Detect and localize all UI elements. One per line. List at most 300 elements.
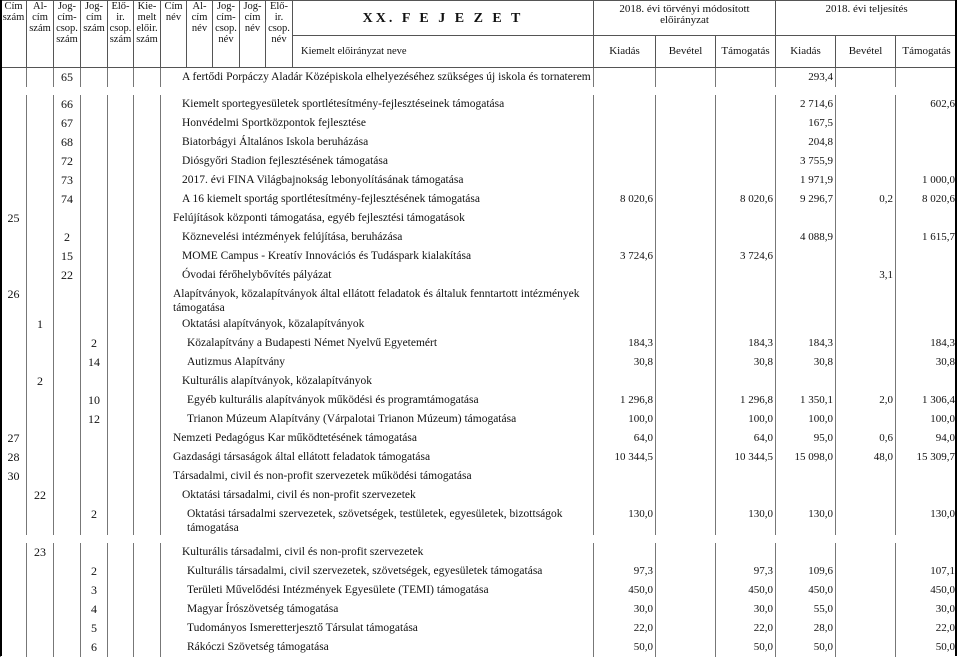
- plan-revenue: [656, 114, 716, 133]
- table-row: [1, 209, 957, 228]
- item-name: Magyar Írószövetség támogatása: [161, 600, 594, 619]
- table-row: [1, 600, 957, 619]
- plan-expenditure: [594, 114, 656, 133]
- alcim-number: [27, 410, 54, 429]
- plan-revenue: [656, 619, 716, 638]
- actual-support: 184,3: [896, 334, 957, 353]
- table-row: [1, 334, 957, 353]
- actual-support: [896, 467, 957, 486]
- item-name: Köznevelési intézmények felújítása, beruházása: [161, 228, 594, 247]
- page-break: [1, 87, 957, 95]
- header-tmogats-appropriation: Támogatás: [716, 36, 776, 68]
- jogcimcsop-number: [54, 448, 81, 467]
- empty-code-cell: [134, 486, 161, 505]
- empty-code-cell: [134, 209, 161, 228]
- alcim-number: 23: [27, 543, 54, 562]
- plan-revenue: [656, 486, 716, 505]
- plan-revenue: [656, 600, 716, 619]
- jogcim-number: 12: [81, 410, 108, 429]
- header-kiemelt-szam: Kie-melt előir. szám: [134, 1, 161, 68]
- plan-support: 10 344,5: [716, 448, 776, 467]
- empty-code-cell: [134, 505, 161, 535]
- jogcim-number: [81, 152, 108, 171]
- jogcim-number: 14: [81, 353, 108, 372]
- table-row: [1, 638, 957, 657]
- actual-revenue: 48,0: [836, 448, 896, 467]
- header-group-appropriation: 2018. évi törvényi módosított előirányzat: [594, 1, 776, 36]
- empty-code-cell: [134, 266, 161, 285]
- actual-revenue: [836, 619, 896, 638]
- plan-expenditure: 30,0: [594, 600, 656, 619]
- jogcim-number: [81, 228, 108, 247]
- item-name: A fertődi Porpáczy Aladár Középiskola elhelyezéséhez szükséges új iskola és tornaterem: [161, 68, 594, 87]
- plan-support: [716, 372, 776, 391]
- table-row: [1, 467, 957, 486]
- table-row: [1, 190, 957, 209]
- empty-code-cell: [108, 505, 134, 535]
- empty-code-cell: [108, 133, 134, 152]
- empty-code-cell: [134, 372, 161, 391]
- actual-revenue: [836, 410, 896, 429]
- actual-support: [896, 152, 957, 171]
- actual-support: [896, 266, 957, 285]
- plan-revenue: [656, 410, 716, 429]
- empty-code-cell: [134, 171, 161, 190]
- item-name: 2017. évi FINA Világbajnokság lebonyolításának támogatása: [161, 171, 594, 190]
- table-row: [1, 68, 957, 87]
- jogcimcsop-number: 22: [54, 266, 81, 285]
- header-jogcim-nev: Jog-cím név: [240, 1, 266, 68]
- cim-number: [1, 372, 27, 391]
- table-row: [1, 372, 957, 391]
- alcim-number: [27, 114, 54, 133]
- plan-expenditure: 184,3: [594, 334, 656, 353]
- empty-code-cell: [134, 562, 161, 581]
- plan-revenue: [656, 562, 716, 581]
- empty-code-cell: [134, 543, 161, 562]
- cim-number: 28: [1, 448, 27, 467]
- actual-expenditure: [776, 543, 836, 562]
- item-name: Autizmus Alapítvány: [161, 353, 594, 372]
- cim-number: [1, 638, 27, 657]
- empty-code-cell: [134, 95, 161, 114]
- jogcimcsop-number: [54, 285, 81, 315]
- jogcim-number: 5: [81, 619, 108, 638]
- table-row: [1, 285, 957, 315]
- empty-code-cell: [108, 429, 134, 448]
- alcim-number: 1: [27, 315, 54, 334]
- jogcimcsop-number: [54, 429, 81, 448]
- actual-support: 1 615,7: [896, 228, 957, 247]
- empty-code-cell: [108, 334, 134, 353]
- cim-number: [1, 95, 27, 114]
- plan-revenue: [656, 581, 716, 600]
- table-row: [1, 581, 957, 600]
- plan-expenditure: [594, 467, 656, 486]
- cim-number: [1, 562, 27, 581]
- actual-revenue: [836, 486, 896, 505]
- alcim-number: [27, 429, 54, 448]
- actual-expenditure: 55,0: [776, 600, 836, 619]
- actual-expenditure: 9 296,7: [776, 190, 836, 209]
- plan-support: 30,0: [716, 600, 776, 619]
- jogcim-number: [81, 171, 108, 190]
- actual-expenditure: 167,5: [776, 114, 836, 133]
- actual-support: [896, 209, 957, 228]
- jogcimcsop-number: [54, 209, 81, 228]
- jogcim-number: [81, 543, 108, 562]
- plan-revenue: [656, 372, 716, 391]
- jogcim-number: [81, 429, 108, 448]
- plan-revenue: [656, 315, 716, 334]
- table-row: [1, 315, 957, 334]
- jogcimcsop-number: 66: [54, 95, 81, 114]
- header-eloircsop-szam: Elő-ir. csop. szám: [108, 1, 134, 68]
- actual-expenditure: 4 088,9: [776, 228, 836, 247]
- plan-expenditure: 30,8: [594, 353, 656, 372]
- actual-expenditure: 28,0: [776, 619, 836, 638]
- item-name: Kulturális társadalmi, civil szervezetek, szövetségek, egyesületek támogatása: [161, 562, 594, 581]
- plan-support: [716, 266, 776, 285]
- actual-expenditure: [776, 372, 836, 391]
- jogcimcsop-number: [54, 372, 81, 391]
- alcim-number: 22: [27, 486, 54, 505]
- empty-code-cell: [134, 600, 161, 619]
- plan-support: [716, 68, 776, 87]
- actual-revenue: [836, 228, 896, 247]
- plan-revenue: [656, 95, 716, 114]
- actual-expenditure: [776, 315, 836, 334]
- actual-support: 602,6: [896, 95, 957, 114]
- header-alcim-szam: Al-cím szám: [27, 1, 54, 68]
- empty-code-cell: [134, 391, 161, 410]
- table-row: [1, 410, 957, 429]
- plan-support: 100,0: [716, 410, 776, 429]
- cim-number: [1, 619, 27, 638]
- actual-expenditure: 2 714,6: [776, 95, 836, 114]
- actual-revenue: [836, 543, 896, 562]
- empty-code-cell: [134, 152, 161, 171]
- actual-revenue: [836, 334, 896, 353]
- alcim-number: [27, 228, 54, 247]
- actual-expenditure: 1 350,1: [776, 391, 836, 410]
- plan-support: 50,0: [716, 638, 776, 657]
- alcim-number: [27, 505, 54, 535]
- jogcim-number: [81, 285, 108, 315]
- actual-revenue: [836, 95, 896, 114]
- actual-support: 30,0: [896, 600, 957, 619]
- jogcim-number: [81, 247, 108, 266]
- item-name: Oktatási társadalmi, civil és non-profit szervezetek: [161, 486, 594, 505]
- jogcimcsop-number: 68: [54, 133, 81, 152]
- empty-code-cell: [134, 315, 161, 334]
- table-row: [1, 228, 957, 247]
- actual-expenditure: [776, 209, 836, 228]
- item-name: Társadalmi, civil és non-profit szervezetek működési támogatása: [161, 467, 594, 486]
- jogcimcsop-number: [54, 638, 81, 657]
- table-row: [1, 619, 957, 638]
- header-jogcimcsop-nev: Jog-cím-csop. név: [213, 1, 240, 68]
- jogcim-number: [81, 133, 108, 152]
- jogcim-number: [81, 68, 108, 87]
- jogcimcsop-number: [54, 581, 81, 600]
- empty-code-cell: [134, 334, 161, 353]
- actual-support: [896, 315, 957, 334]
- cim-number: [1, 581, 27, 600]
- plan-support: [716, 209, 776, 228]
- plan-revenue: [656, 353, 716, 372]
- jogcimcsop-number: 74: [54, 190, 81, 209]
- actual-support: 50,0: [896, 638, 957, 657]
- header-group-performance: 2018. évi teljesítés: [776, 1, 957, 36]
- jogcimcsop-number: [54, 505, 81, 535]
- plan-support: [716, 228, 776, 247]
- cim-number: [1, 114, 27, 133]
- cim-number: 25: [1, 209, 27, 228]
- cim-number: [1, 353, 27, 372]
- actual-expenditure: 204,8: [776, 133, 836, 152]
- actual-expenditure: 130,0: [776, 505, 836, 535]
- empty-code-cell: [108, 68, 134, 87]
- plan-revenue: [656, 266, 716, 285]
- actual-support: 94,0: [896, 429, 957, 448]
- empty-code-cell: [108, 95, 134, 114]
- header-cim-szam: Cím szám: [1, 1, 27, 68]
- jogcim-number: 4: [81, 600, 108, 619]
- item-name: Tudományos Ismeretterjesztő Társulat támogatása: [161, 619, 594, 638]
- jogcim-number: [81, 372, 108, 391]
- cim-number: [1, 543, 27, 562]
- actual-support: [896, 372, 957, 391]
- actual-revenue: [836, 171, 896, 190]
- alcim-number: 2: [27, 372, 54, 391]
- item-name: Területi Művelődési Intézmények Egyesülete (TEMI) támogatása: [161, 581, 594, 600]
- table-row: [1, 429, 957, 448]
- empty-code-cell: [108, 581, 134, 600]
- plan-revenue: [656, 247, 716, 266]
- plan-expenditure: [594, 171, 656, 190]
- actual-expenditure: 109,6: [776, 562, 836, 581]
- plan-support: 3 724,6: [716, 247, 776, 266]
- table-row: [1, 152, 957, 171]
- table-row: [1, 543, 957, 562]
- actual-expenditure: [776, 266, 836, 285]
- plan-support: 22,0: [716, 619, 776, 638]
- actual-revenue: [836, 581, 896, 600]
- left-border: [0, 0, 2, 656]
- empty-code-cell: [108, 247, 134, 266]
- cim-number: [1, 266, 27, 285]
- alcim-number: [27, 190, 54, 209]
- item-name: Trianon Múzeum Alapítvány (Várpalotai Trianon Múzeum) támogatása: [161, 410, 594, 429]
- actual-revenue: [836, 600, 896, 619]
- actual-support: 15 309,7: [896, 448, 957, 467]
- empty-code-cell: [108, 600, 134, 619]
- actual-support: [896, 543, 957, 562]
- alcim-number: [27, 638, 54, 657]
- jogcimcsop-number: [54, 353, 81, 372]
- actual-support: [896, 247, 957, 266]
- header-tmogats-performance: Támogatás: [896, 36, 957, 68]
- actual-expenditure: 100,0: [776, 410, 836, 429]
- jogcimcsop-number: [54, 334, 81, 353]
- jogcimcsop-number: 72: [54, 152, 81, 171]
- actual-revenue: [836, 247, 896, 266]
- jogcim-number: [81, 190, 108, 209]
- plan-expenditure: [594, 543, 656, 562]
- empty-code-cell: [108, 228, 134, 247]
- plan-revenue: [656, 152, 716, 171]
- jogcimcsop-number: [54, 410, 81, 429]
- table-row: [1, 133, 957, 152]
- table-row: [1, 562, 957, 581]
- plan-support: [716, 171, 776, 190]
- jogcim-number: 6: [81, 638, 108, 657]
- jogcim-number: [81, 95, 108, 114]
- plan-support: 30,8: [716, 353, 776, 372]
- alcim-number: [27, 133, 54, 152]
- empty-code-cell: [134, 68, 161, 87]
- empty-code-cell: [108, 391, 134, 410]
- plan-revenue: [656, 133, 716, 152]
- plan-expenditure: 22,0: [594, 619, 656, 638]
- alcim-number: [27, 247, 54, 266]
- actual-expenditure: 30,8: [776, 353, 836, 372]
- alcim-number: [27, 562, 54, 581]
- empty-code-cell: [108, 209, 134, 228]
- plan-expenditure: 64,0: [594, 429, 656, 448]
- table-body: [1, 68, 957, 657]
- empty-code-cell: [108, 619, 134, 638]
- actual-support: 1 306,4: [896, 391, 957, 410]
- alcim-number: [27, 391, 54, 410]
- alcim-number: [27, 467, 54, 486]
- empty-code-cell: [108, 562, 134, 581]
- item-name: Rákóczi Szövetség támogatása: [161, 638, 594, 657]
- plan-expenditure: 130,0: [594, 505, 656, 535]
- plan-expenditure: [594, 95, 656, 114]
- actual-support: 22,0: [896, 619, 957, 638]
- cim-number: [1, 600, 27, 619]
- actual-revenue: [836, 353, 896, 372]
- jogcimcsop-number: [54, 315, 81, 334]
- alcim-number: [27, 600, 54, 619]
- plan-revenue: [656, 391, 716, 410]
- actual-support: 8 020,6: [896, 190, 957, 209]
- empty-code-cell: [134, 429, 161, 448]
- plan-expenditure: [594, 486, 656, 505]
- alcim-number: [27, 95, 54, 114]
- actual-expenditure: 1 971,9: [776, 171, 836, 190]
- cim-number: [1, 410, 27, 429]
- plan-expenditure: 1 296,8: [594, 391, 656, 410]
- page-break-cell: [1, 535, 957, 543]
- header-kiads-performance: Kiadás: [776, 36, 836, 68]
- actual-support: 1 000,0: [896, 171, 957, 190]
- actual-support: 130,0: [896, 505, 957, 535]
- jogcimcsop-number: [54, 600, 81, 619]
- plan-expenditure: [594, 228, 656, 247]
- plan-support: [716, 133, 776, 152]
- plan-revenue: [656, 543, 716, 562]
- jogcimcsop-number: 67: [54, 114, 81, 133]
- empty-code-cell: [134, 467, 161, 486]
- item-name: A 16 kiemelt sportág sportlétesítmény-fejlesztésének támogatása: [161, 190, 594, 209]
- jogcimcsop-number: 15: [54, 247, 81, 266]
- actual-revenue: 3,1: [836, 266, 896, 285]
- item-name: Kulturális társadalmi, civil és non-profit szervezetek: [161, 543, 594, 562]
- jogcimcsop-number: 65: [54, 68, 81, 87]
- header-jogcim-szam: Jog-cím szám: [81, 1, 108, 68]
- page-break-cell: [1, 87, 957, 95]
- plan-support: 64,0: [716, 429, 776, 448]
- plan-support: 130,0: [716, 505, 776, 535]
- item-name: Egyéb kulturális alapítványok működési és programtámogatása: [161, 391, 594, 410]
- actual-expenditure: 450,0: [776, 581, 836, 600]
- actual-revenue: [836, 505, 896, 535]
- item-name: Nemzeti Pedagógus Kar működtetésének támogatása: [161, 429, 594, 448]
- actual-expenditure: 184,3: [776, 334, 836, 353]
- actual-support: [896, 133, 957, 152]
- item-name: Oktatási alapítványok, közalapítványok: [161, 315, 594, 334]
- actual-revenue: [836, 562, 896, 581]
- plan-expenditure: [594, 372, 656, 391]
- plan-revenue: [656, 448, 716, 467]
- plan-expenditure: 100,0: [594, 410, 656, 429]
- empty-code-cell: [134, 228, 161, 247]
- actual-revenue: 0,2: [836, 190, 896, 209]
- empty-code-cell: [108, 152, 134, 171]
- header-eloircsop-nev: Elő-ir. csop. név: [266, 1, 293, 68]
- jogcimcsop-number: [54, 562, 81, 581]
- actual-revenue: [836, 114, 896, 133]
- cim-number: [1, 315, 27, 334]
- item-name: Diósgyőri Stadion fejlesztésének támogatása: [161, 152, 594, 171]
- plan-revenue: [656, 638, 716, 657]
- item-name: MOME Campus - Kreatív Innovációs és Tudáspark kialakítása: [161, 247, 594, 266]
- table-row: [1, 114, 957, 133]
- plan-expenditure: [594, 152, 656, 171]
- empty-code-cell: [134, 353, 161, 372]
- jogcimcsop-number: [54, 391, 81, 410]
- item-name: Biatorbágyi Általános Iskola beruházása: [161, 133, 594, 152]
- header-alcim-nev: Al-cím név: [187, 1, 213, 68]
- empty-code-cell: [108, 448, 134, 467]
- item-name: Kulturális alapítványok, közalapítványok: [161, 372, 594, 391]
- empty-code-cell: [108, 190, 134, 209]
- alcim-number: [27, 334, 54, 353]
- cim-number: [1, 486, 27, 505]
- plan-expenditure: 97,3: [594, 562, 656, 581]
- actual-expenditure: 15 098,0: [776, 448, 836, 467]
- cim-number: 27: [1, 429, 27, 448]
- plan-revenue: [656, 505, 716, 535]
- alcim-number: [27, 448, 54, 467]
- cim-number: [1, 133, 27, 152]
- jogcimcsop-number: [54, 619, 81, 638]
- empty-code-cell: [108, 486, 134, 505]
- item-name: Gazdasági társaságok által ellátott feladatok támogatása: [161, 448, 594, 467]
- empty-code-cell: [134, 448, 161, 467]
- actual-expenditure: [776, 247, 836, 266]
- jogcim-number: [81, 448, 108, 467]
- cim-number: 30: [1, 467, 27, 486]
- empty-code-cell: [108, 315, 134, 334]
- plan-support: [716, 152, 776, 171]
- empty-code-cell: [108, 266, 134, 285]
- plan-revenue: [656, 429, 716, 448]
- cim-number: [1, 334, 27, 353]
